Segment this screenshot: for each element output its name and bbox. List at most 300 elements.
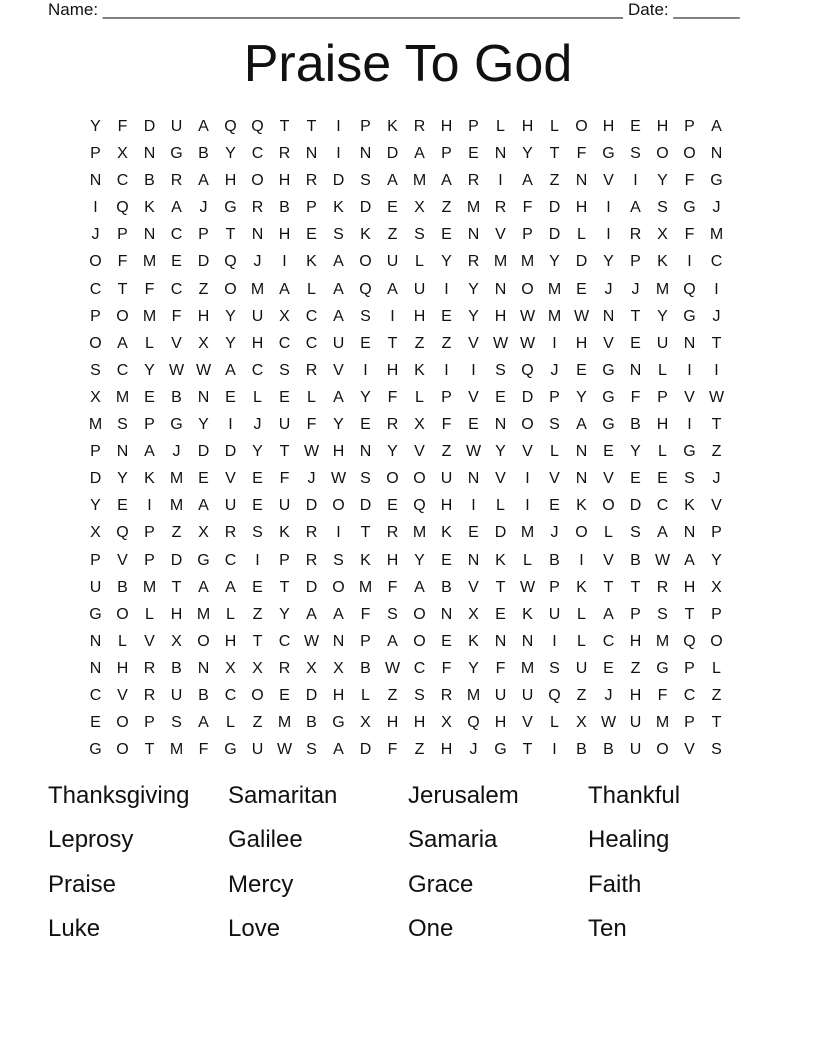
grid-letter: A xyxy=(198,578,209,596)
grid-letter: S xyxy=(306,741,317,759)
grid-letter: J xyxy=(253,416,262,434)
grid-letter: U xyxy=(170,686,183,704)
grid-letter: F xyxy=(279,470,290,488)
grid-letter: H xyxy=(386,361,399,379)
grid-letter: E xyxy=(252,497,263,515)
grid-letter: C xyxy=(710,253,723,271)
grid-letter: D xyxy=(305,686,318,704)
grid-letter: A xyxy=(414,145,425,163)
grid-letter: A xyxy=(225,361,236,379)
grid-letter: D xyxy=(386,145,399,163)
grid-letter: M xyxy=(520,524,535,542)
grid-letter: L xyxy=(307,280,316,298)
grid-letter: U xyxy=(251,307,264,325)
grid-letter: Y xyxy=(468,280,479,298)
grid-letter: O xyxy=(710,632,723,650)
grid-letter: E xyxy=(630,334,641,352)
grid-letter: O xyxy=(116,741,129,759)
grid-letter: F xyxy=(522,199,533,217)
grid-letter: F xyxy=(630,388,641,406)
grid-letter: J xyxy=(469,741,478,759)
grid-letter: A xyxy=(198,497,209,515)
grid-letter: P xyxy=(549,388,560,406)
grid-letter: P xyxy=(684,118,695,135)
grid-letter: D xyxy=(548,226,561,244)
grid-letter: O xyxy=(602,497,615,515)
grid-letter: E xyxy=(117,497,128,515)
grid-letter: Z xyxy=(387,686,398,704)
grid-letter: L xyxy=(118,632,127,650)
grid-letter: N xyxy=(89,659,102,677)
grid-letter: J xyxy=(604,280,613,298)
grid-letter: E xyxy=(144,388,155,406)
grid-letter: B xyxy=(198,686,209,704)
grid-letter: N xyxy=(359,145,372,163)
grid-letter: C xyxy=(602,632,615,650)
grid-letter: T xyxy=(711,714,722,732)
grid-letter: E xyxy=(387,199,398,217)
grid-letter: Y xyxy=(279,605,290,623)
grid-letter: P xyxy=(441,388,452,406)
grid-letter: Q xyxy=(224,118,237,135)
grid-letter: M xyxy=(169,497,184,515)
grid-letter: M xyxy=(142,578,157,596)
grid-letter: P xyxy=(657,388,668,406)
grid-letter: O xyxy=(413,632,426,650)
grid-letter: G xyxy=(602,388,615,406)
grid-letter: X xyxy=(360,714,371,732)
grid-letter: T xyxy=(279,118,290,135)
grid-letter: I xyxy=(228,416,233,434)
grid-letter: G xyxy=(683,199,696,217)
grid-letter: H xyxy=(278,172,291,190)
grid-letter: N xyxy=(683,334,696,352)
grid-letter: W xyxy=(276,741,293,759)
grid-letter: K xyxy=(495,551,506,569)
grid-letter: T xyxy=(603,578,614,596)
grid-letter: E xyxy=(630,118,641,135)
grid-letter: W xyxy=(168,361,185,379)
grid-letter: E xyxy=(387,497,398,515)
word-list-item: Samaritan xyxy=(228,782,338,809)
grid-letter: I xyxy=(687,416,692,434)
grid-letter: T xyxy=(495,578,506,596)
grid-letter: J xyxy=(550,524,559,542)
grid-letter: T xyxy=(630,578,641,596)
grid-letter: E xyxy=(576,361,587,379)
grid-letter: H xyxy=(521,118,534,135)
grid-letter: F xyxy=(441,659,452,677)
grid-letter: R xyxy=(278,659,291,677)
grid-letter: A xyxy=(414,578,425,596)
grid-letter: N xyxy=(467,470,480,488)
grid-letter: I xyxy=(363,361,368,379)
grid-letter: W xyxy=(519,307,536,325)
grid-letter: M xyxy=(169,741,184,759)
grid-letter: R xyxy=(386,524,399,542)
grid-letter: H xyxy=(629,632,642,650)
grid-letter: Y xyxy=(252,443,263,461)
grid-letter: N xyxy=(197,659,210,677)
grid-letter: X xyxy=(333,659,344,677)
grid-letter: I xyxy=(147,497,152,515)
grid-letter: H xyxy=(629,686,642,704)
grid-letter: T xyxy=(279,443,290,461)
grid-letter: V xyxy=(144,632,155,650)
grid-letter: K xyxy=(144,199,155,217)
grid-letter: W xyxy=(465,443,482,461)
grid-letter: H xyxy=(440,741,453,759)
grid-letter: J xyxy=(91,226,100,244)
grid-letter: T xyxy=(144,741,155,759)
grid-letter: L xyxy=(550,118,559,135)
grid-letter: P xyxy=(360,118,371,135)
grid-letter: S xyxy=(630,145,641,163)
grid-letter: E xyxy=(171,253,182,271)
grid-letter: O xyxy=(89,334,102,352)
grid-letter: S xyxy=(333,226,344,244)
grid-letter: P xyxy=(549,578,560,596)
grid-letter: N xyxy=(683,524,696,542)
grid-letter: M xyxy=(520,253,535,271)
grid-letter: F xyxy=(117,253,128,271)
grid-letter: B xyxy=(306,714,317,732)
grid-letter: V xyxy=(171,334,182,352)
grid-letter: O xyxy=(251,172,264,190)
grid-letter: H xyxy=(278,226,291,244)
grid-letter: B xyxy=(603,741,614,759)
word-list-item: Thankful xyxy=(588,782,681,809)
grid-letter: R xyxy=(143,659,156,677)
grid-letter: Z xyxy=(441,443,452,461)
grid-letter: P xyxy=(522,226,533,244)
grid-letter: A xyxy=(387,280,398,298)
grid-letter: X xyxy=(711,578,722,596)
grid-letter: R xyxy=(386,416,399,434)
grid-letter: A xyxy=(279,280,290,298)
grid-letter: F xyxy=(495,659,506,677)
grid-letter: T xyxy=(387,334,398,352)
grid-letter: F xyxy=(387,741,398,759)
grid-letter: V xyxy=(711,497,722,515)
word-list-item: Samaria xyxy=(408,826,498,854)
grid-letter: O xyxy=(575,118,588,135)
grid-letter: F xyxy=(387,578,398,596)
grid-letter: X xyxy=(198,524,209,542)
grid-letter: D xyxy=(305,497,318,515)
grid-letter: S xyxy=(549,416,560,434)
grid-letter: P xyxy=(144,714,155,732)
grid-letter: D xyxy=(359,199,372,217)
grid-letter: K xyxy=(279,524,290,542)
grid-letter: Y xyxy=(387,443,398,461)
grid-letter: U xyxy=(440,470,453,488)
grid-letter: P xyxy=(684,714,695,732)
word-list-item: Ten xyxy=(588,914,627,942)
grid-letter: G xyxy=(170,416,183,434)
grid-letter: P xyxy=(279,551,290,569)
grid-letter: B xyxy=(171,659,182,677)
grid-letter: V xyxy=(603,551,614,569)
grid-letter: P xyxy=(360,632,371,650)
grid-letter: E xyxy=(279,388,290,406)
grid-letter: Q xyxy=(683,280,696,298)
grid-letter: V xyxy=(495,226,506,244)
grid-letter: R xyxy=(305,361,318,379)
grid-letter: D xyxy=(332,172,345,190)
grid-letter: X xyxy=(657,226,668,244)
grid-letter: A xyxy=(576,416,587,434)
grid-letter: L xyxy=(712,659,721,677)
grid-letter: P xyxy=(90,145,101,163)
grid-letter: F xyxy=(117,118,128,135)
grid-letter: A xyxy=(144,443,155,461)
word-list-item: Healing xyxy=(588,826,670,854)
grid-letter: Z xyxy=(630,659,641,677)
grid-letter: Y xyxy=(414,551,425,569)
grid-letter: A xyxy=(198,714,209,732)
grid-letter: A xyxy=(333,253,344,271)
grid-letter: O xyxy=(332,497,345,515)
grid-letter: N xyxy=(332,632,345,650)
grid-letter: A xyxy=(333,307,344,325)
grid-letter: P xyxy=(684,659,695,677)
grid-letter: G xyxy=(224,741,237,759)
grid-letter: I xyxy=(390,307,395,325)
grid-letter: H xyxy=(656,118,669,135)
grid-letter: L xyxy=(496,497,505,515)
grid-letter: J xyxy=(550,361,559,379)
grid-letter: R xyxy=(251,199,264,217)
grid-letter: O xyxy=(116,307,129,325)
grid-letter: B xyxy=(279,199,290,217)
grid-letter: V xyxy=(117,686,128,704)
grid-letter: H xyxy=(251,334,264,352)
grid-letter: Z xyxy=(549,172,560,190)
grid-letter: X xyxy=(198,334,209,352)
grid-letter: T xyxy=(117,280,128,298)
grid-letter: U xyxy=(170,118,183,135)
grid-letter: A xyxy=(198,172,209,190)
grid-letter: P xyxy=(144,416,155,434)
grid-letter: I xyxy=(552,334,557,352)
grid-letter: N xyxy=(143,226,156,244)
grid-letter: I xyxy=(255,551,260,569)
word-list-item: Grace xyxy=(408,870,474,898)
grid-letter: R xyxy=(656,578,669,596)
grid-letter: Z xyxy=(576,686,587,704)
grid-letter: E xyxy=(225,388,236,406)
grid-letter: S xyxy=(657,199,668,217)
grid-letter: Q xyxy=(359,280,372,298)
grid-letter: X xyxy=(90,388,101,406)
grid-letter: I xyxy=(336,118,341,135)
grid-letter: A xyxy=(333,280,344,298)
grid-letter: V xyxy=(414,443,425,461)
grid-letter: E xyxy=(441,307,452,325)
grid-letter: S xyxy=(414,226,425,244)
grid-letter: K xyxy=(387,118,398,135)
grid-letter: F xyxy=(306,416,317,434)
grid-letter: S xyxy=(684,470,695,488)
grid-letter: X xyxy=(117,145,128,163)
page-title: Praise To God xyxy=(243,35,573,93)
grid-letter: Y xyxy=(549,253,560,271)
grid-letter: D xyxy=(89,470,102,488)
grid-letter: C xyxy=(116,172,129,190)
grid-letter: R xyxy=(413,118,426,135)
grid-letter: Z xyxy=(252,605,263,623)
grid-letter: L xyxy=(496,118,505,135)
grid-letter: P xyxy=(90,443,101,461)
grid-letter: A xyxy=(711,118,722,135)
grid-letter: M xyxy=(142,253,157,271)
grid-letter: E xyxy=(441,226,452,244)
grid-letter: R xyxy=(278,145,291,163)
grid-letter: R xyxy=(494,199,507,217)
grid-letter: Y xyxy=(117,470,128,488)
grid-letter: W xyxy=(519,578,536,596)
grid-letter: G xyxy=(332,714,345,732)
grid-letter: V xyxy=(468,578,479,596)
grid-letter: M xyxy=(709,226,724,244)
grid-letter: N xyxy=(467,551,480,569)
grid-letter: I xyxy=(714,280,719,298)
grid-letter: W xyxy=(492,334,509,352)
grid-letter: G xyxy=(683,443,696,461)
grid-letter: Q xyxy=(683,632,696,650)
grid-letter: K xyxy=(576,578,587,596)
grid-letter: E xyxy=(198,470,209,488)
grid-letter: S xyxy=(630,524,641,542)
grid-letter: Z xyxy=(171,524,182,542)
grid-letter: P xyxy=(90,551,101,569)
grid-letter: J xyxy=(631,280,640,298)
grid-letter: T xyxy=(711,334,722,352)
grid-letter: M xyxy=(655,632,670,650)
grid-letter: Y xyxy=(522,145,533,163)
word-list-item: Luke xyxy=(48,914,101,942)
grid-letter: H xyxy=(440,497,453,515)
grid-letter: R xyxy=(224,524,237,542)
grid-letter: A xyxy=(117,334,128,352)
grid-letter: Q xyxy=(548,686,561,704)
grid-letter: B xyxy=(576,741,587,759)
grid-letter: C xyxy=(170,226,183,244)
grid-letter: N xyxy=(143,145,156,163)
grid-letter: F xyxy=(684,172,695,190)
grid-letter: N xyxy=(494,632,507,650)
grid-letter: V xyxy=(549,470,560,488)
grid-letter: O xyxy=(89,253,102,271)
grid-letter: U xyxy=(521,686,534,704)
grid-letter: T xyxy=(279,578,290,596)
grid-letter: D xyxy=(305,578,318,596)
grid-letter: G xyxy=(602,361,615,379)
grid-letter: Z xyxy=(198,280,209,298)
grid-letter: P xyxy=(90,307,101,325)
grid-letter: Y xyxy=(333,416,344,434)
grid-letter: N xyxy=(710,145,723,163)
grid-letter: P xyxy=(144,551,155,569)
grid-letter: N xyxy=(89,172,102,190)
grid-letter: W xyxy=(330,470,347,488)
grid-letter: H xyxy=(494,307,507,325)
grid-letter: Z xyxy=(441,334,452,352)
grid-letter: T xyxy=(630,307,641,325)
grid-letter: C xyxy=(224,686,237,704)
grid-letter: P xyxy=(198,226,209,244)
grid-letter: S xyxy=(171,714,182,732)
grid-letter: K xyxy=(360,551,371,569)
grid-letter: Q xyxy=(116,199,129,217)
grid-letter: S xyxy=(657,605,668,623)
grid-letter: L xyxy=(577,632,586,650)
grid-letter: V xyxy=(603,470,614,488)
grid-letter: E xyxy=(441,551,452,569)
grid-letter: I xyxy=(444,280,449,298)
grid-letter: N xyxy=(575,172,588,190)
grid-letter: S xyxy=(360,470,371,488)
grid-letter: O xyxy=(359,253,372,271)
grid-letter: T xyxy=(306,118,317,135)
grid-letter: D xyxy=(494,524,507,542)
grid-letter: Y xyxy=(225,334,236,352)
grid-letter: H xyxy=(575,334,588,352)
grid-letter: W xyxy=(195,361,212,379)
grid-letter: M xyxy=(466,686,481,704)
grid-letter: L xyxy=(415,253,424,271)
grid-letter: P xyxy=(630,605,641,623)
grid-letter: K xyxy=(360,226,371,244)
grid-letter: W xyxy=(708,388,725,406)
grid-letter: G xyxy=(494,741,507,759)
grid-letter: L xyxy=(145,334,154,352)
grid-letter: I xyxy=(525,497,530,515)
grid-letter: E xyxy=(657,470,668,488)
grid-letter: R xyxy=(467,253,480,271)
grid-letter: Y xyxy=(360,388,371,406)
grid-letter: V xyxy=(603,334,614,352)
letter-grid xyxy=(82,113,730,763)
grid-letter: I xyxy=(336,524,341,542)
date-field-label[interactable]: Date: _______ xyxy=(628,0,740,19)
grid-letter: Y xyxy=(603,253,614,271)
grid-letter: B xyxy=(441,578,452,596)
grid-letter: H xyxy=(224,172,237,190)
grid-letter: E xyxy=(360,416,371,434)
word-list-item: Mercy xyxy=(228,870,294,898)
grid-letter: F xyxy=(171,307,182,325)
grid-letter: X xyxy=(441,714,452,732)
grid-letter: G xyxy=(656,659,669,677)
grid-letter: C xyxy=(656,497,669,515)
grid-letter: H xyxy=(224,632,237,650)
grid-letter: P xyxy=(711,524,722,542)
grid-letter: C xyxy=(170,280,183,298)
grid-letter: H xyxy=(575,199,588,217)
grid-letter: X xyxy=(576,714,587,732)
grid-letter: F xyxy=(576,145,587,163)
grid-letter: Q xyxy=(413,497,426,515)
grid-letter: X xyxy=(468,605,479,623)
grid-letter: B xyxy=(171,388,182,406)
grid-letter: A xyxy=(441,172,452,190)
grid-letter: S xyxy=(252,524,263,542)
grid-letter: K xyxy=(441,524,452,542)
grid-letter: D xyxy=(548,199,561,217)
name-field-label[interactable]: Name: _______________________________________________________ xyxy=(48,0,623,19)
